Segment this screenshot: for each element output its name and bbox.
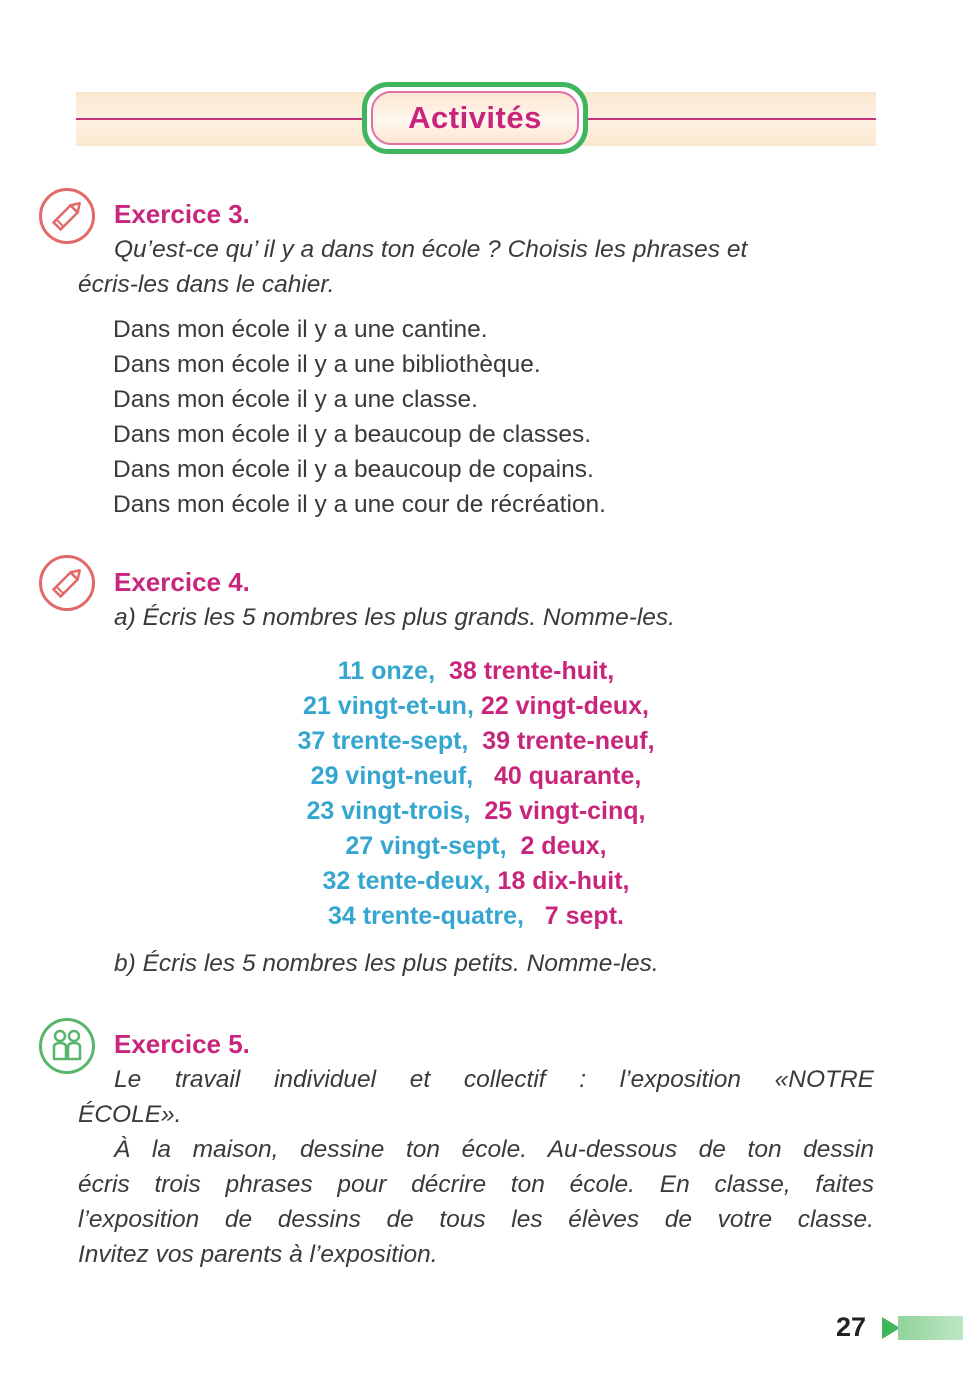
page-number: 27 [836, 1312, 867, 1342]
number-blue: 23 vingt-trois, [306, 797, 471, 825]
title-badge [362, 82, 588, 154]
sentence-item: Dans mon école il y a une cour de récréation. [113, 491, 606, 518]
page-title: Activités [408, 100, 542, 135]
sentence-item: Dans mon école il y a une bibliothèque. [113, 351, 541, 378]
number-pink: 18 dix-huit, [497, 867, 630, 895]
title-badge-inner [371, 91, 579, 145]
number-row [140, 829, 812, 864]
exercise-5-title: Exercice 5. [114, 1029, 250, 1059]
banner-rule-left [76, 118, 366, 120]
number-pink: 7 sept. [544, 902, 624, 930]
page-tab-bar [898, 1316, 963, 1340]
number-blue: 37 trente-sept, [297, 727, 469, 755]
exercise-5-para2-line3: l’exposition de dessins de tous les élèves de votre classe. [78, 1206, 874, 1233]
number-row [140, 759, 812, 794]
exercise-4-title: Exercice 4. [114, 567, 250, 597]
number-row [140, 864, 812, 899]
exercise-5-para1-line2: ÉCOLE». [78, 1101, 182, 1128]
number-blue: 34 trente-quatre, [328, 902, 524, 930]
exercise-3-title: Exercice 3. [114, 199, 250, 229]
number-row [140, 794, 812, 829]
exercise-5-para2-line4: Invitez vos parents à l’exposition. [78, 1241, 438, 1268]
number-row [140, 724, 812, 759]
number-blue: 27 vingt-sept, [345, 832, 507, 860]
pencil-icon [39, 188, 95, 244]
banner-rule-right [585, 118, 876, 120]
number-blue: 21 vingt-et-un, [303, 692, 474, 720]
sentence-item: Dans mon école il y a une cantine. [113, 316, 488, 343]
number-row [140, 689, 812, 724]
number-blue: 32 tente-deux, [322, 867, 491, 895]
exercise-3-sentence-list [113, 312, 606, 522]
exercise-4-part-b: b) Écris les 5 nombres les plus petits. Nomme-les. [114, 950, 659, 977]
sentence-item: Dans mon école il y a une classe. [113, 386, 478, 413]
number-blue: 11 onze, [337, 657, 436, 685]
exercise-3-instruction-line1: Qu’est-ce qu’ il y a dans ton école ? Choisis les phrases et [114, 236, 748, 263]
exercise-5-para2-line1: À la maison, dessine ton école. Au-dessous de ton dessin [114, 1136, 874, 1163]
exercise-3-instruction-line2: écris-les dans le cahier. [78, 271, 335, 298]
number-pink: 25 vingt-cinq, [484, 797, 646, 825]
sentence-item: Dans mon école il y a beaucoup de copains. [113, 456, 594, 483]
number-blue: 29 vingt-neuf, [310, 762, 474, 790]
number-pink: 2 deux, [520, 832, 607, 860]
number-pink: 40 quarante, [494, 762, 642, 790]
number-pink: 39 trente-neuf, [482, 727, 655, 755]
number-list [140, 654, 812, 934]
sentence-item: Dans mon école il y a beaucoup de classes. [113, 421, 592, 448]
pair-work-icon [39, 1018, 95, 1074]
pencil-icon [39, 555, 95, 611]
number-row [140, 899, 812, 934]
exercise-5-para2-line2: écris trois phrases pour décrire ton école. En classe, faites [78, 1171, 874, 1198]
exercise-4-part-a: a) Écris les 5 nombres les plus grands. Nomme-les. [114, 604, 675, 631]
exercise-5-para1-line1: Le travail individuel et collectif : l’exposition «NOTRE [114, 1066, 874, 1093]
number-pink: 22 vingt-deux, [480, 692, 649, 720]
number-pink: 38 trente-huit, [448, 657, 615, 685]
number-row [140, 654, 812, 689]
